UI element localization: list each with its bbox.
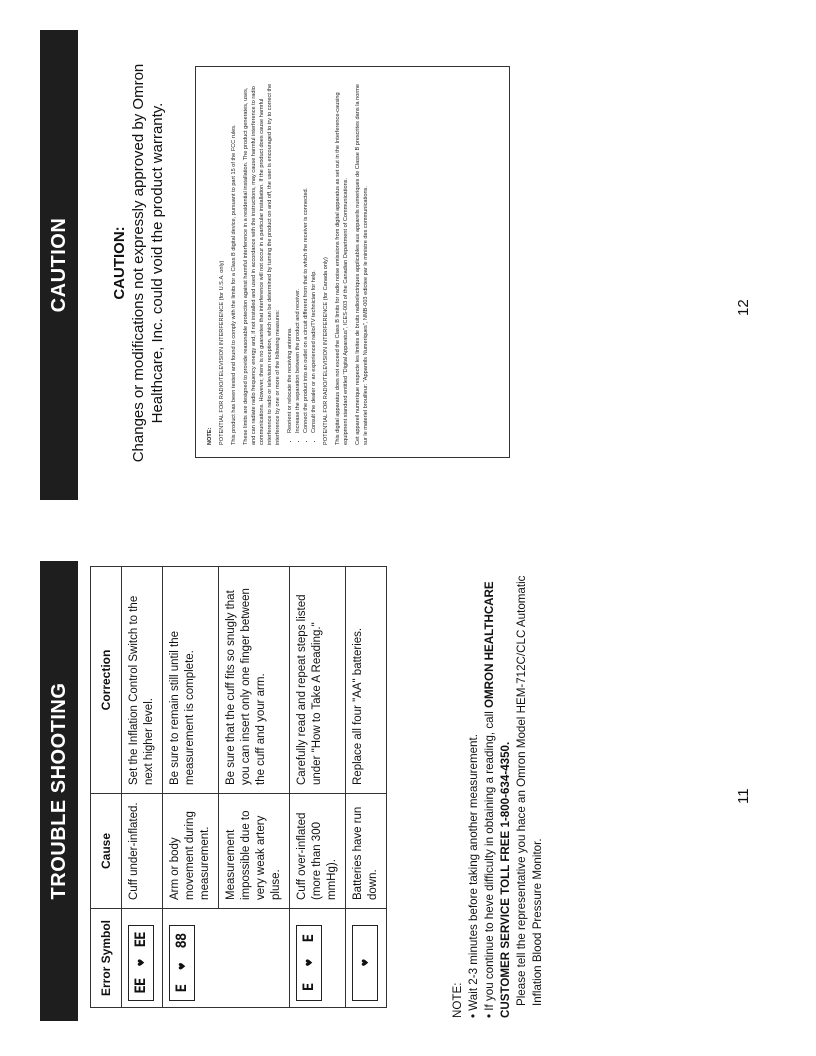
- note-bullet-call: [482, 548, 546, 1018]
- correction-cell: Be sure to remain still until the measurement is complete.: [163, 567, 219, 794]
- header-correction: Correction: [91, 567, 122, 794]
- header-cause: Cause: [91, 794, 122, 909]
- page-number: 12: [735, 299, 752, 316]
- note-bullet-wait: • Wait 2-3 minutes before taking another measurement.: [467, 734, 480, 1018]
- trouble-shooting-note: [450, 548, 546, 1018]
- cause-cell: Measurement impossible due to very weak artery pluse.: [219, 794, 290, 909]
- table-row: [122, 567, 163, 1008]
- correction-cell: Carefully read and repeat steps listed under "How to Take A Reading.": [290, 567, 346, 794]
- header-error-symbol: Error Symbol: [91, 909, 122, 1008]
- french-paragraph: Cet appareil numerique respecte les limites de bruits radioelectriques applicables aux appareils numeriques de Classe B prescrites dans la norme sur le materiel brouilleur: "Appareils Numeriques", NMB-003 edictee par le ministre des communications.: [355, 84, 369, 445]
- page-number: 11: [735, 788, 752, 804]
- caution-text: Changes or modifications not expressly approved by Omron Healthcare, Inc. could void the product warranty.: [130, 63, 166, 463]
- table-row: [290, 567, 346, 1008]
- customer-service-phone: OMRON HEALTHCARE CUSTOMER SERVICE TOLL FREE 1-800-634-4350.: [483, 581, 512, 1018]
- correction-cell: Set the Inflation Control Switch to the next higher level.: [122, 567, 163, 794]
- note-call-text: • If you continue to heve difficulty in obtaining a reading, call: [483, 708, 496, 1018]
- canada-heading: POTENTIAL FOR RADIO/TELEVISION INTERFERENCE (for Canada only): [323, 257, 329, 445]
- table-row: [163, 567, 219, 1008]
- interference-notice-box: [195, 66, 510, 458]
- table-row: [346, 567, 387, 1008]
- notice-note-label: NOTE:: [207, 427, 213, 445]
- list-item: • Consult the dealer or an experienced radio/TV technician for help.: [310, 79, 318, 433]
- note-model-text: Please tell the representative you hace an Omron Model HEM-712C/CLC Automatic Inflation Blood Pressure Monitor.: [515, 575, 544, 1006]
- caution-statement: [110, 28, 167, 498]
- correction-cell: Replace all four "AA" batteries.: [346, 567, 387, 794]
- cause-cell: Batteries have run down.: [346, 794, 387, 909]
- lcd-error-symbol-icon: E ♥ 88: [169, 925, 195, 1001]
- list-item: • Connect the product into an outlet on a circuit different from that to which the receiver is connected.: [302, 79, 310, 433]
- cause-cell: Arm or body movement during measurement.: [163, 794, 219, 909]
- lcd-battery-symbol-icon: ♥: [352, 925, 378, 1001]
- fcc-paragraph-2: These limits are designed to provide reasonable protection against harmful interference in a residential installation. The product generates, uses, and can radiate radio frequency energy and, if not installed and used in accordance with the instructions, may cause harmful interference to radio communications. However, there is no guarantee that interference will not occur in a particular installation. If the product does cause harmful interference to radio or television reception, which can be determined by turning the product on and off, the user is encouraged to try to correct the interference by one or more of the following measures:: [243, 83, 281, 445]
- fcc-heading: POTENTIAL FOR RADIO/TELEVISION INTERFERENCE (for U.S.A. only): [219, 260, 225, 445]
- fcc-measures-list: [286, 79, 318, 445]
- lcd-error-symbol-icon: E ♥ E: [296, 925, 322, 1001]
- caution-heading: CAUTION:: [111, 226, 128, 300]
- cause-cell: Cuff under-inflated.: [122, 794, 163, 909]
- note-label: NOTE:: [451, 982, 464, 1018]
- lcd-error-symbol-icon: EE ♥ EE: [128, 925, 154, 1001]
- trouble-shooting-title: TROUBLE SHOOTING: [40, 561, 78, 1021]
- error-symbol-cell: [290, 909, 346, 1008]
- error-symbol-cell: [122, 909, 163, 1008]
- list-item: • Reorient or relocate the receiving antenna.: [286, 79, 294, 433]
- trouble-shooting-page: [0, 528, 816, 1056]
- trouble-shooting-table: [90, 566, 387, 1008]
- error-symbol-cell: [346, 909, 387, 1008]
- cause-cell: Cuff over-inflated (more than 300 mmHg).: [290, 794, 346, 909]
- error-symbol-cell: [163, 909, 290, 1008]
- list-item: • Increase the separation between the product and receiver.: [294, 79, 302, 433]
- correction-cell: Be sure that the cuff fits so snugly that you can insert only one finger between the cuff and your arm.: [219, 567, 290, 794]
- caution-title: CAUTION: [40, 30, 78, 500]
- fcc-paragraph-1: This product has been tested and found to comply with the limits for a Class B digital device, pursuant to part 15 of the FCC rules.: [231, 124, 237, 445]
- canada-paragraph: This digital apparatus does not exceed the Class B limits for radio noise emissions from digital apparatus as set out in the Interference-causing equipment standard entitled "Digital Apparatus", ICES-003 of the Canadian Department of Communications.: [335, 92, 349, 445]
- table-header-row: [91, 567, 122, 1008]
